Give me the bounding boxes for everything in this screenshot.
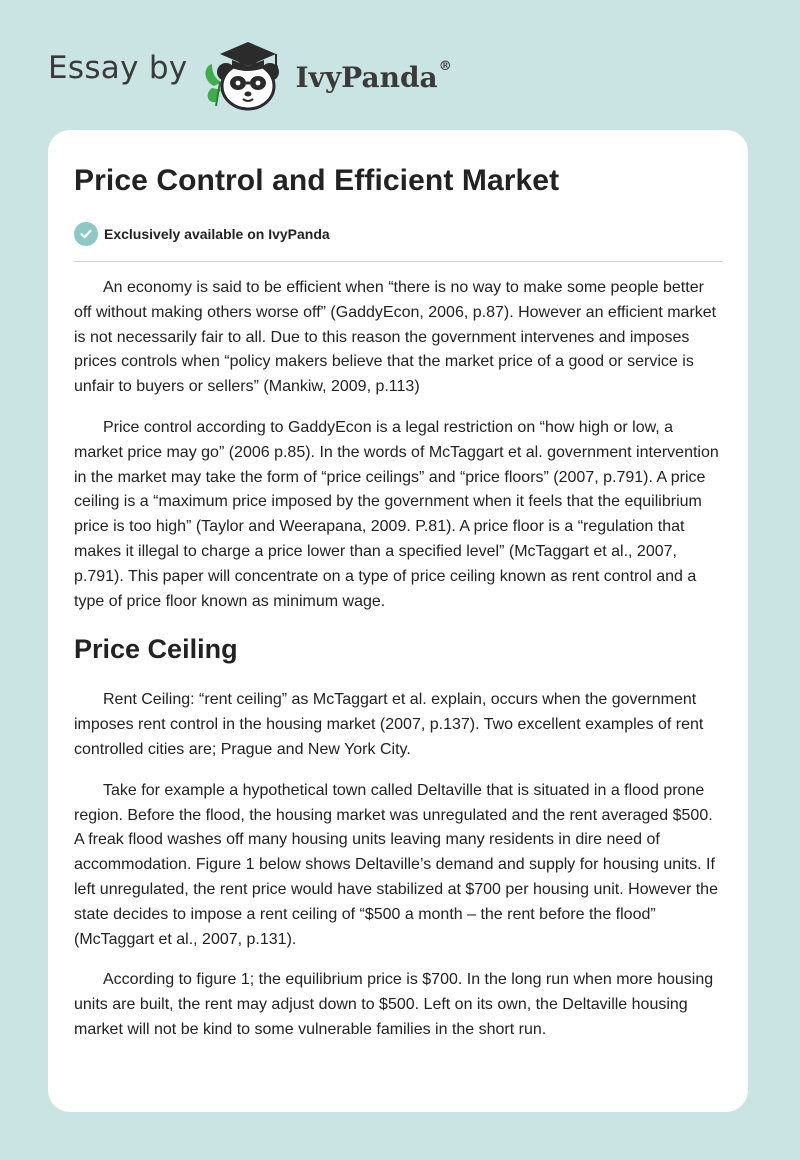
brand-name[interactable] bbox=[295, 58, 452, 94]
panda-logo-icon[interactable] bbox=[198, 36, 290, 112]
divider bbox=[74, 261, 723, 262]
article-body bbox=[74, 276, 724, 1059]
site-header bbox=[48, 36, 452, 112]
article-card bbox=[48, 130, 748, 1112]
registered-mark: ® bbox=[438, 58, 452, 74]
paragraph: Rent Ceiling: “rent ceiling” as McTaggart et al. explain, occurs when the government imposes rent control in the housing market (2007, p.137). Two excellent examples of rent controlled cities are; Prague and New York City. bbox=[74, 691, 704, 758]
paragraph: Price control according to GaddyEcon is a legal restriction on “how high or low, a market price may go” (2006 p.85). In the words of McTaggart et al. government intervention in the market may take the form of “price ceilings” and “price floors” (2007, p.791). A price ceiling is a “maximum price imposed by the government when it feels that the equilibrium price is too high” (Taylor and Weerapana, 2009. P.81). A price floor is a “regulation that makes it illegal to charge a price lower than a specified level” (McTaggart et al., 2007, p.791). This paper will concentrate on a type of price ceiling known as rent control and a type of price floor known as minimum wage. bbox=[74, 418, 719, 610]
essay-by-label: Essay by bbox=[48, 50, 188, 86]
exclusive-badge bbox=[74, 222, 330, 246]
paragraph: Take for example a hypothetical town called Deltaville that is situated in a flood prone region. Before the flood, the housing market was unregulated and the rent averaged $500. A freak flood washes off many housing units leaving many residents in dire need of accommodation. Figure 1 below shows Deltaville’s demand and supply for housing units. If left unregulated, the rent price would have stabilized at $700 per housing unit. However the state decides to impose a rent ceiling of “$500 a month – the rent before the flood” (McTaggart et al., 2007, p.131). bbox=[74, 781, 718, 948]
paragraph: An economy is said to be efficient when “there is no way to make some people better off without making others worse off” (GaddyEcon, 2006, p.87). However an efficient market is not necessarily fair to all. Due to this reason the government intervenes and imposes prices controls when “policy makers believe that the market price of a good or service is unfair to buyers or sellers” (Mankiw, 2009, p.113) bbox=[74, 279, 717, 396]
article-title: Price Control and Efficient Market bbox=[74, 164, 560, 197]
brand-label[interactable]: IvyPanda bbox=[295, 60, 438, 94]
paragraph: According to figure 1; the equilibrium price is $700. In the long run when more housing units are built, the rent may adjust down to $500. Left on its own, the Deltaville housing market will not be kind to some vulnerable families in the short run. bbox=[74, 971, 714, 1038]
badge-label: Exclusively available on IvyPanda bbox=[104, 226, 330, 242]
check-icon bbox=[74, 222, 98, 246]
section-heading: Price Ceiling bbox=[74, 634, 238, 665]
